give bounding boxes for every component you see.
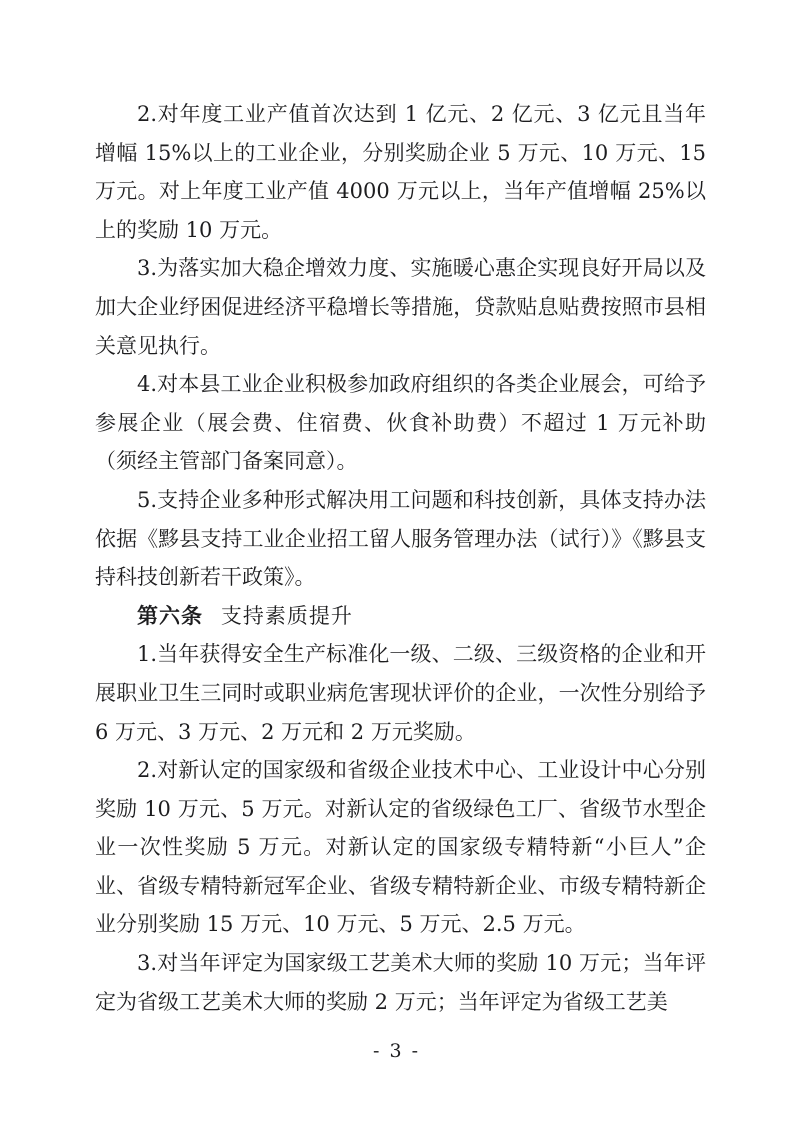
paragraph-clause-1: 1.当年获得安全生产标准化一级、二级、三级资格的企业和开展职业卫生三同时或职业病危害现状评价的企业，一次性分别给予 6 万元、3 万元、2 万元和 2 万元奖励。 — [95, 642, 706, 744]
article-number: 第六条 — [137, 603, 203, 628]
paragraph-clause-2: 2.对年度工业产值首次达到 1 亿元、2 亿元、3 亿元且当年增幅 15%以上的工业企业，分别奖励企业 5 万元、10 万元、15 万元。对上年度工业产值 4000 万元以上，当年产值增幅 25%以上的奖励 10 万元。 — [95, 102, 706, 242]
article-title: 支持素质提升 — [220, 603, 353, 628]
document-body — [95, 95, 706, 1021]
paragraph-clause-3: 3.为落实加大稳企增效力度、实施暖心惠企实现良好开局以及加大企业纾困促进经济平稳增长等措施，贷款贴息贴费按照市县相关意见执行。 — [95, 256, 706, 358]
paragraph-clause-4: 4.对本县工业企业积极参加政府组织的各类企业展会，可给予参展企业（展会费、住宿费、伙食补助费）不超过 1 万元补助（须经主管部门备案同意）。 — [95, 372, 706, 474]
paragraph-clause-5: 5.支持企业多种形式解决用工问题和科技创新，具体支持办法依据《黟县支持工业企业招工留人服务管理办法（试行）》《黟县支持科技创新若干政策》。 — [95, 487, 706, 590]
paragraph-clause-3b: 3.对当年评定为国家级工艺美术大师的奖励 10 万元；当年评定为省级工艺美术大师的奖励 2 万元；当年评定为省级工艺美 — [95, 951, 706, 1014]
article-heading — [95, 597, 706, 636]
page-number: - 3 - — [372, 1040, 420, 1062]
page-footer — [0, 1036, 793, 1066]
paragraph-clause-2b: 2.对新认定的国家级和省级企业技术中心、工业设计中心分别奖励 10 万元、5 万元。对新认定的省级绿色工厂、省级节水型企业一次性奖励 5 万元。对新认定的国家级专精特新“小巨人”企业、省级专精特新冠军企业、省级专精特新企业、市级专精特新企业分别奖励 15 万元、10 万元、5 万元、2.5 万元。 — [95, 758, 706, 937]
